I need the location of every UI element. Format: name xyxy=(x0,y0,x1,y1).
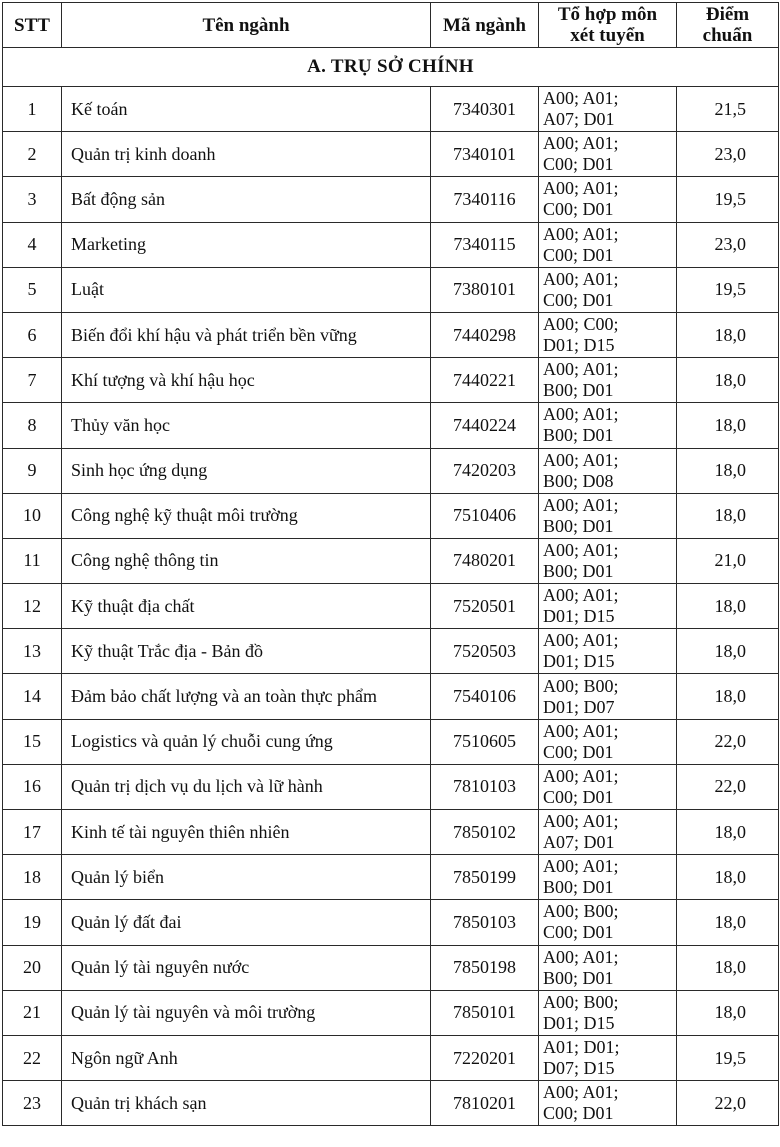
row-major-code: 7850102 xyxy=(431,810,539,855)
row-combo-line1: A00; A01; xyxy=(543,585,619,606)
row-stt: 16 xyxy=(3,764,62,809)
row-subject-combo xyxy=(539,855,677,900)
row-subject-combo xyxy=(539,719,677,764)
header-combo xyxy=(539,3,677,48)
row-combo-line2: C00; D01 xyxy=(543,786,614,807)
row-subject-combo xyxy=(539,990,677,1035)
row-major-code: 7850198 xyxy=(431,945,539,990)
row-combo-line2: A07; D01 xyxy=(543,109,615,130)
row-subject-combo xyxy=(539,87,677,132)
row-score: 18,0 xyxy=(677,358,779,403)
row-combo-line1: A00; A01; xyxy=(543,178,619,199)
row-stt: 9 xyxy=(3,448,62,493)
row-subject-combo xyxy=(539,1081,677,1126)
row-combo-line1: A00; A01; xyxy=(543,88,619,109)
row-stt: 12 xyxy=(3,584,62,629)
header-combo-line2: xét tuyển xyxy=(570,25,645,46)
table-header-row xyxy=(3,3,779,48)
row-combo-line1: A00; A01; xyxy=(543,946,619,967)
row-combo-line1: A00; A01; xyxy=(543,268,619,289)
row-stt: 13 xyxy=(3,629,62,674)
row-major-name: Kỹ thuật Trắc địa - Bản đồ xyxy=(62,629,431,674)
row-combo-line2: B00; D01 xyxy=(543,515,614,536)
table-row xyxy=(3,629,779,674)
row-major-name: Công nghệ thông tin xyxy=(62,538,431,583)
row-score: 22,0 xyxy=(677,719,779,764)
row-score: 22,0 xyxy=(677,764,779,809)
row-subject-combo xyxy=(539,312,677,357)
row-combo-line2: D01; D07 xyxy=(543,696,615,717)
header-score xyxy=(677,3,779,48)
row-major-code: 7510605 xyxy=(431,719,539,764)
row-major-code: 7810103 xyxy=(431,764,539,809)
row-combo-line1: A00; B00; xyxy=(543,675,619,696)
row-major-name: Quản lý đất đai xyxy=(62,900,431,945)
row-stt: 20 xyxy=(3,945,62,990)
row-stt: 23 xyxy=(3,1081,62,1126)
table-row xyxy=(3,764,779,809)
row-major-code: 7520503 xyxy=(431,629,539,674)
row-combo-line1: A01; D01; xyxy=(543,1037,620,1058)
row-score: 21,0 xyxy=(677,538,779,583)
table-row xyxy=(3,990,779,1035)
row-combo-line1: A00; A01; xyxy=(543,223,619,244)
row-major-name: Sinh học ứng dụng xyxy=(62,448,431,493)
row-major-code: 7810201 xyxy=(431,1081,539,1126)
table-row xyxy=(3,177,779,222)
row-combo-line2: C00; D01 xyxy=(543,1103,614,1124)
header-score-line2: chuẩn xyxy=(702,25,753,46)
row-score: 23,0 xyxy=(677,222,779,267)
row-combo-line1: A00; A01; xyxy=(543,630,619,651)
table-row xyxy=(3,87,779,132)
row-major-code: 7510406 xyxy=(431,493,539,538)
row-major-code: 7340116 xyxy=(431,177,539,222)
row-combo-line1: A00; A01; xyxy=(543,1082,619,1103)
table-row xyxy=(3,403,779,448)
row-combo-line2: B00; D01 xyxy=(543,425,614,446)
row-major-name: Quản lý tài nguyên nước xyxy=(62,945,431,990)
row-combo-line2: B00; D01 xyxy=(543,967,614,988)
table-row xyxy=(3,267,779,312)
row-score: 21,5 xyxy=(677,87,779,132)
row-combo-line1: A00; C00; xyxy=(543,314,619,335)
row-score: 18,0 xyxy=(677,493,779,538)
row-stt: 11 xyxy=(3,538,62,583)
row-stt: 19 xyxy=(3,900,62,945)
row-combo-line2: B00; D01 xyxy=(543,877,614,898)
table-row xyxy=(3,1035,779,1080)
section-title: A. TRỤ SỞ CHÍNH xyxy=(3,48,779,87)
table-row xyxy=(3,448,779,493)
table-row xyxy=(3,584,779,629)
row-major-name: Quản lý biển xyxy=(62,855,431,900)
row-combo-line2: D01; D15 xyxy=(543,651,615,672)
section-row xyxy=(3,48,779,87)
row-major-name: Kế toán xyxy=(62,87,431,132)
table-row xyxy=(3,538,779,583)
row-major-name: Đảm bảo chất lượng và an toàn thực phẩm xyxy=(62,674,431,719)
row-combo-line1: A00; B00; xyxy=(543,901,619,922)
row-combo-line2: D07; D15 xyxy=(543,1058,615,1079)
row-combo-line1: A00; A01; xyxy=(543,856,619,877)
table-row xyxy=(3,1081,779,1126)
table-row xyxy=(3,132,779,177)
table-row xyxy=(3,222,779,267)
row-stt: 14 xyxy=(3,674,62,719)
header-code: Mã ngành xyxy=(431,3,539,48)
row-stt: 21 xyxy=(3,990,62,1035)
row-subject-combo xyxy=(539,222,677,267)
row-combo-line1: A00; A01; xyxy=(543,133,619,154)
row-major-code: 7440298 xyxy=(431,312,539,357)
row-combo-line1: A00; A01; xyxy=(543,449,619,470)
row-stt: 1 xyxy=(3,87,62,132)
row-score: 22,0 xyxy=(677,1081,779,1126)
row-major-code: 7340115 xyxy=(431,222,539,267)
row-subject-combo xyxy=(539,538,677,583)
row-score: 19,5 xyxy=(677,267,779,312)
admission-score-table xyxy=(2,2,779,1126)
row-major-code: 7220201 xyxy=(431,1035,539,1080)
row-subject-combo xyxy=(539,267,677,312)
row-subject-combo xyxy=(539,764,677,809)
row-stt: 17 xyxy=(3,810,62,855)
row-stt: 2 xyxy=(3,132,62,177)
row-combo-line1: A00; A01; xyxy=(543,720,619,741)
row-major-name: Luật xyxy=(62,267,431,312)
row-stt: 6 xyxy=(3,312,62,357)
row-major-code: 7440221 xyxy=(431,358,539,403)
table-row xyxy=(3,358,779,403)
row-combo-line2: C00; D01 xyxy=(543,289,614,310)
row-score: 18,0 xyxy=(677,945,779,990)
table-row xyxy=(3,674,779,719)
header-name: Tên ngành xyxy=(62,3,431,48)
row-subject-combo xyxy=(539,1035,677,1080)
row-subject-combo xyxy=(539,674,677,719)
row-combo-line2: C00; D01 xyxy=(543,199,614,220)
table-row xyxy=(3,945,779,990)
table-row xyxy=(3,719,779,764)
row-subject-combo xyxy=(539,358,677,403)
row-combo-line1: A00; A01; xyxy=(543,765,619,786)
row-combo-line1: A00; A01; xyxy=(543,359,619,380)
table-row xyxy=(3,810,779,855)
row-major-code: 7440224 xyxy=(431,403,539,448)
row-combo-line2: D01; D15 xyxy=(543,1012,615,1033)
row-major-code: 7480201 xyxy=(431,538,539,583)
row-combo-line2: C00; D01 xyxy=(543,922,614,943)
row-subject-combo xyxy=(539,177,677,222)
table-row xyxy=(3,312,779,357)
row-major-name: Biến đổi khí hậu và phát triển bền vững xyxy=(62,312,431,357)
row-subject-combo xyxy=(539,900,677,945)
row-stt: 7 xyxy=(3,358,62,403)
row-combo-line1: A00; A01; xyxy=(543,494,619,515)
row-combo-line1: A00; A01; xyxy=(543,404,619,425)
row-subject-combo xyxy=(539,810,677,855)
row-stt: 3 xyxy=(3,177,62,222)
row-stt: 5 xyxy=(3,267,62,312)
row-subject-combo xyxy=(539,584,677,629)
table-row xyxy=(3,900,779,945)
row-subject-combo xyxy=(539,493,677,538)
row-score: 19,5 xyxy=(677,1035,779,1080)
row-stt: 8 xyxy=(3,403,62,448)
row-combo-line2: D01; D15 xyxy=(543,606,615,627)
row-major-code: 7850101 xyxy=(431,990,539,1035)
row-major-name: Công nghệ kỹ thuật môi trường xyxy=(62,493,431,538)
row-combo-line2: B00; D08 xyxy=(543,470,614,491)
row-major-code: 7380101 xyxy=(431,267,539,312)
table-row xyxy=(3,855,779,900)
row-major-name: Quản trị kinh doanh xyxy=(62,132,431,177)
row-major-name: Quản lý tài nguyên và môi trường xyxy=(62,990,431,1035)
row-score: 18,0 xyxy=(677,674,779,719)
row-major-name: Kinh tế tài nguyên thiên nhiên xyxy=(62,810,431,855)
row-stt: 10 xyxy=(3,493,62,538)
row-major-code: 7520501 xyxy=(431,584,539,629)
row-score: 18,0 xyxy=(677,448,779,493)
row-major-name: Kỹ thuật địa chất xyxy=(62,584,431,629)
row-major-name: Quản trị dịch vụ du lịch và lữ hành xyxy=(62,764,431,809)
row-combo-line2: D01; D15 xyxy=(543,335,615,356)
row-stt: 15 xyxy=(3,719,62,764)
table-row xyxy=(3,493,779,538)
row-score: 19,5 xyxy=(677,177,779,222)
row-major-name: Ngôn ngữ Anh xyxy=(62,1035,431,1080)
row-combo-line2: C00; D01 xyxy=(543,244,614,265)
row-combo-line2: B00; D01 xyxy=(543,560,614,581)
row-stt: 18 xyxy=(3,855,62,900)
row-combo-line2: C00; D01 xyxy=(543,154,614,175)
row-subject-combo xyxy=(539,945,677,990)
row-score: 18,0 xyxy=(677,990,779,1035)
row-major-code: 7340301 xyxy=(431,87,539,132)
row-score: 18,0 xyxy=(677,312,779,357)
header-stt: STT xyxy=(3,3,62,48)
row-score: 23,0 xyxy=(677,132,779,177)
row-score: 18,0 xyxy=(677,855,779,900)
row-combo-line2: C00; D01 xyxy=(543,741,614,762)
row-combo-line1: A00; A01; xyxy=(543,539,619,560)
row-major-code: 7340101 xyxy=(431,132,539,177)
row-combo-line2: B00; D01 xyxy=(543,380,614,401)
row-combo-line1: A00; A01; xyxy=(543,811,619,832)
row-major-code: 7540106 xyxy=(431,674,539,719)
header-score-line1: Điểm xyxy=(705,4,750,25)
row-score: 18,0 xyxy=(677,900,779,945)
row-subject-combo xyxy=(539,629,677,674)
row-major-name: Khí tượng và khí hậu học xyxy=(62,358,431,403)
header-combo-line1: Tổ hợp môn xyxy=(557,4,658,25)
row-score: 18,0 xyxy=(677,403,779,448)
row-major-code: 7850199 xyxy=(431,855,539,900)
row-combo-line1: A00; B00; xyxy=(543,991,619,1012)
row-major-name: Marketing xyxy=(62,222,431,267)
row-subject-combo xyxy=(539,403,677,448)
row-major-code: 7850103 xyxy=(431,900,539,945)
row-major-name: Thủy văn học xyxy=(62,403,431,448)
row-subject-combo xyxy=(539,448,677,493)
row-major-name: Logistics và quản lý chuỗi cung ứng xyxy=(62,719,431,764)
row-major-name: Quản trị khách sạn xyxy=(62,1081,431,1126)
row-score: 18,0 xyxy=(677,810,779,855)
row-stt: 22 xyxy=(3,1035,62,1080)
row-major-name: Bất động sản xyxy=(62,177,431,222)
row-major-code: 7420203 xyxy=(431,448,539,493)
row-score: 18,0 xyxy=(677,584,779,629)
row-subject-combo xyxy=(539,132,677,177)
row-stt: 4 xyxy=(3,222,62,267)
row-combo-line2: A07; D01 xyxy=(543,832,615,853)
row-score: 18,0 xyxy=(677,629,779,674)
